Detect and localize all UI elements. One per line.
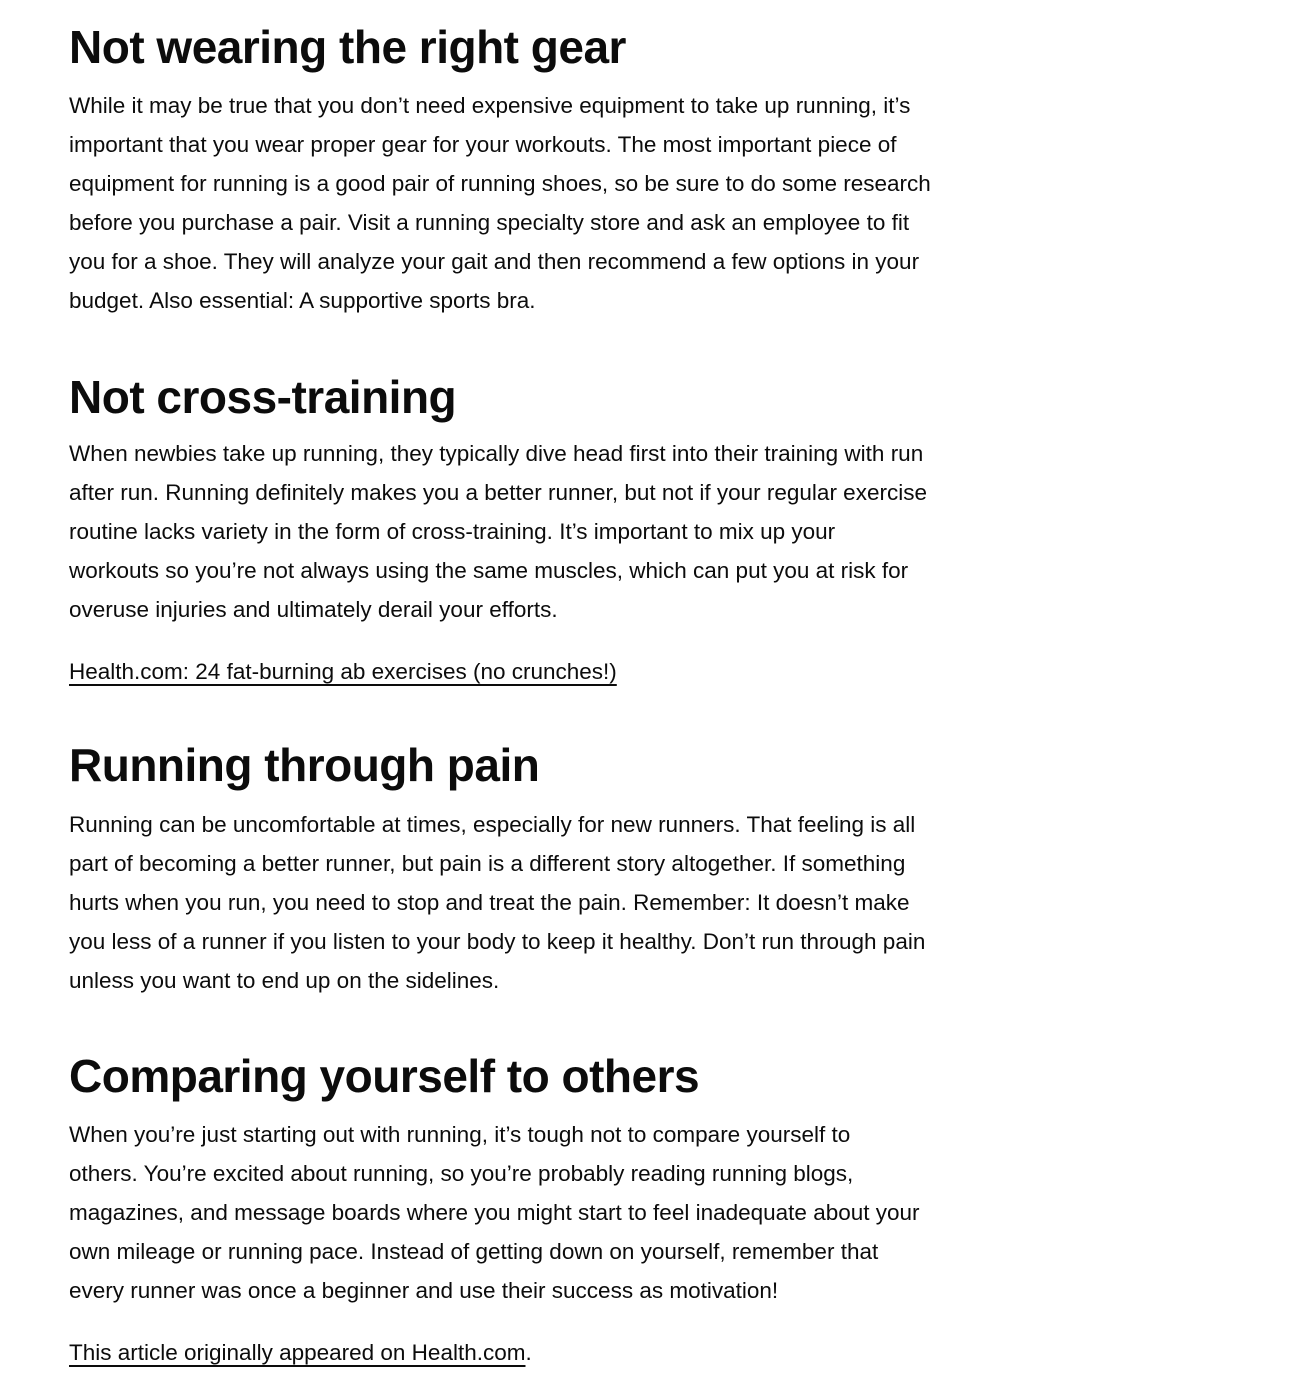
paragraph-line: you for a shoe. They will analyze your gait and then recommend a few options in your (69, 249, 920, 274)
paragraph-line: others. You’re excited about running, so you’re probably reading running blogs, (69, 1161, 854, 1186)
section-heading-gear: Not wearing the right gear (69, 21, 626, 73)
paragraph-line: after run. Running definitely makes you a better runner, but not if your regular exercise (69, 480, 927, 505)
paragraph-line: When newbies take up running, they typically dive head first into their training with run (69, 441, 924, 466)
paragraph-line: routine lacks variety in the form of cross-training. It’s important to mix up your (69, 519, 836, 544)
paragraph-line: While it may be true that you don’t need expensive equipment to take up running, it’s (69, 93, 911, 118)
paragraph-line: own mileage or running pace. Instead of getting down on yourself, remember that (69, 1239, 879, 1264)
paragraph-line: before you purchase a pair. Visit a running specialty store and ask an employee to fit (69, 210, 910, 235)
paragraph-line: hurts when you run, you need to stop and treat the pain. Remember: It doesn’t make (69, 890, 910, 915)
paragraph-line: every runner was once a beginner and use their success as motivation! (69, 1278, 779, 1303)
section-paragraph-comparing (69, 1115, 1099, 1310)
paragraph-line: budget. Also essential: A supportive sports bra. (69, 288, 536, 313)
section-heading-comparing: Comparing yourself to others (69, 1050, 700, 1102)
related-link-paragraph (69, 652, 1099, 691)
paragraph-line: important that you wear proper gear for your workouts. The most important piece of (69, 132, 897, 157)
paragraph-line: you less of a runner if you listen to your body to keep it healthy. Don’t run through pain (69, 929, 926, 954)
paragraph-line: overuse injuries and ultimately derail your efforts. (69, 597, 558, 622)
paragraph-line: unless you want to end up on the sidelines. (69, 968, 500, 993)
ab-exercises-link[interactable]: Health.com: 24 fat-burning ab exercises (no crunches!) (69, 659, 617, 684)
section-heading-pain: Running through pain (69, 739, 540, 791)
paragraph-line: magazines, and message boards where you might start to feel inadequate about your (69, 1200, 920, 1225)
section-paragraph-pain (69, 805, 1099, 1000)
paragraph-line: equipment for running is a good pair of running shoes, so be sure to do some research (69, 171, 931, 196)
paragraph-line: When you’re just starting out with running, it’s tough not to compare yourself to (69, 1122, 851, 1147)
paragraph-line: workouts so you’re not always using the same muscles, which can put you at risk for (69, 558, 909, 583)
section-heading-cross-training: Not cross-training (69, 371, 457, 423)
article-body (69, 0, 1099, 1372)
section-paragraph-cross-training (69, 434, 1099, 629)
paragraph-line: Running can be uncomfortable at times, especially for new runners. That feeling is all (69, 812, 916, 837)
attribution-period: . (525, 1340, 532, 1365)
section-paragraph-gear (69, 86, 1099, 320)
health-com-source-link[interactable]: This article originally appeared on Health.com (69, 1340, 526, 1365)
source-attribution (69, 1333, 1099, 1372)
paragraph-line: part of becoming a better runner, but pain is a different story altogether. If something (69, 851, 906, 876)
